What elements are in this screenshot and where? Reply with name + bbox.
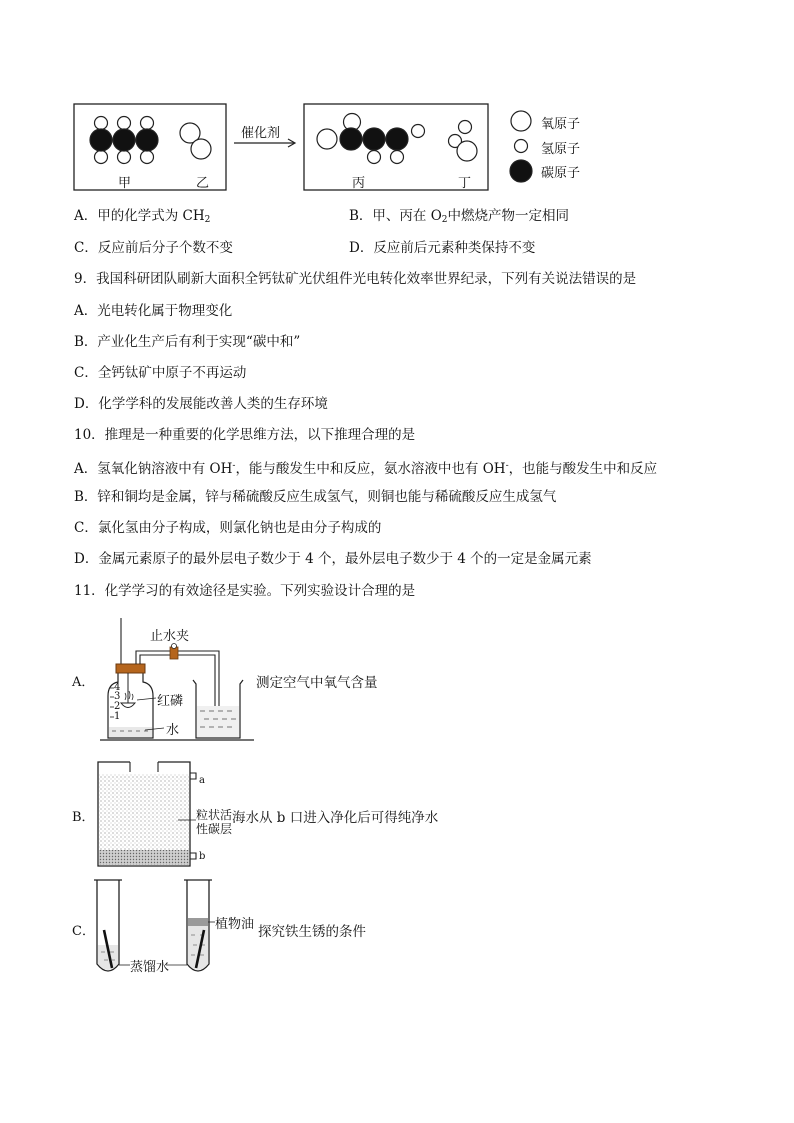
q8-option-a[interactable]: A．甲的化学式为 $CH_2$	[74, 208, 211, 225]
q10-option-a[interactable]: A．氢氧化钠溶液中有 OH-，能与酸发生中和反应，氨水溶液中也有 OH-，也能与酸发生中和反应	[74, 461, 658, 477]
label-jia: 甲	[118, 176, 132, 191]
legend-hydrogen: 氢原子	[541, 142, 581, 157]
label-catalyst: 催化剂	[241, 126, 281, 141]
q9-option-d[interactable]: D．化学学科的发展能改善人类的生存环境	[74, 396, 328, 412]
q10-stem: 10．推理是一种重要的化学思维方法，以下推理合理的是	[74, 427, 416, 443]
q9-option-b[interactable]: B．产业化生产后有利于实现“碳中和”	[74, 334, 301, 350]
legend-oxygen: 氧原子	[541, 117, 581, 132]
q11-a-letter: A．	[72, 675, 95, 690]
scale-3: 3	[114, 691, 121, 702]
q9-stem: 9．我国科研团队刷新大面积全钙钛矿光伏组件光电转化效率世界纪录，下列有关说法错误的是	[74, 271, 637, 287]
label-ding: 丁	[458, 176, 472, 191]
q11-c-description: 探究铁生锈的条件	[258, 924, 366, 940]
q9-option-c[interactable]: C．全钙钛矿中原子不再运动	[74, 365, 247, 381]
q10-option-b[interactable]: B．锌和铜均是金属，锌与稀硫酸反应生成氢气，则铜也能与稀硫酸反应生成氢气	[74, 489, 557, 505]
label-oil: 植物油	[215, 917, 255, 932]
q11-b-letter: B．	[72, 810, 95, 825]
scale-4: 4	[114, 682, 121, 693]
label-carbon-layer-1: 粒状活	[196, 808, 233, 822]
label-port-a: a	[199, 775, 205, 786]
q11-c-letter: C．	[72, 924, 95, 939]
label-distilled-water: 蒸馏水	[130, 960, 170, 975]
q10-option-d[interactable]: D．金属元素原子的最外层电子数少于 4 个，最外层电子数少于 4 个的一定是金属元素	[74, 551, 592, 567]
q11-a-description: 测定空气中氧气含量	[256, 675, 378, 691]
q11-b-description: 海水从 b 口进入净化后可得纯净水	[232, 810, 439, 826]
label-bing: 丙	[352, 176, 366, 191]
legend-carbon: 碳原子	[541, 166, 581, 181]
label-phosphorus: 红磷	[157, 694, 184, 709]
q10-option-c[interactable]: C．氯化氢由分子构成，则氯化钠也是由分子构成的	[74, 520, 382, 536]
scale-1: 1	[114, 711, 121, 722]
q8-option-b[interactable]: B．甲、丙在 $O_2$中燃烧产物一定相同	[349, 208, 570, 225]
label-port-b: b	[199, 851, 206, 862]
q8-option-d[interactable]: D．反应前后元素种类保持不变	[349, 240, 536, 256]
scale-2: 2	[114, 701, 121, 712]
label-water-a: 水	[166, 723, 180, 738]
label-carbon-layer-2: 性碳层	[196, 822, 233, 836]
q11-stem: 11．化学学习的有效途径是实验。下列实验设计合理的是	[74, 583, 416, 599]
label-yi: 乙	[196, 176, 210, 191]
label-clamp: 止水夹	[150, 629, 190, 644]
q8-option-c[interactable]: C．反应前后分子个数不变	[74, 240, 233, 256]
q9-option-a[interactable]: A．光电转化属于物理变化	[74, 303, 233, 319]
